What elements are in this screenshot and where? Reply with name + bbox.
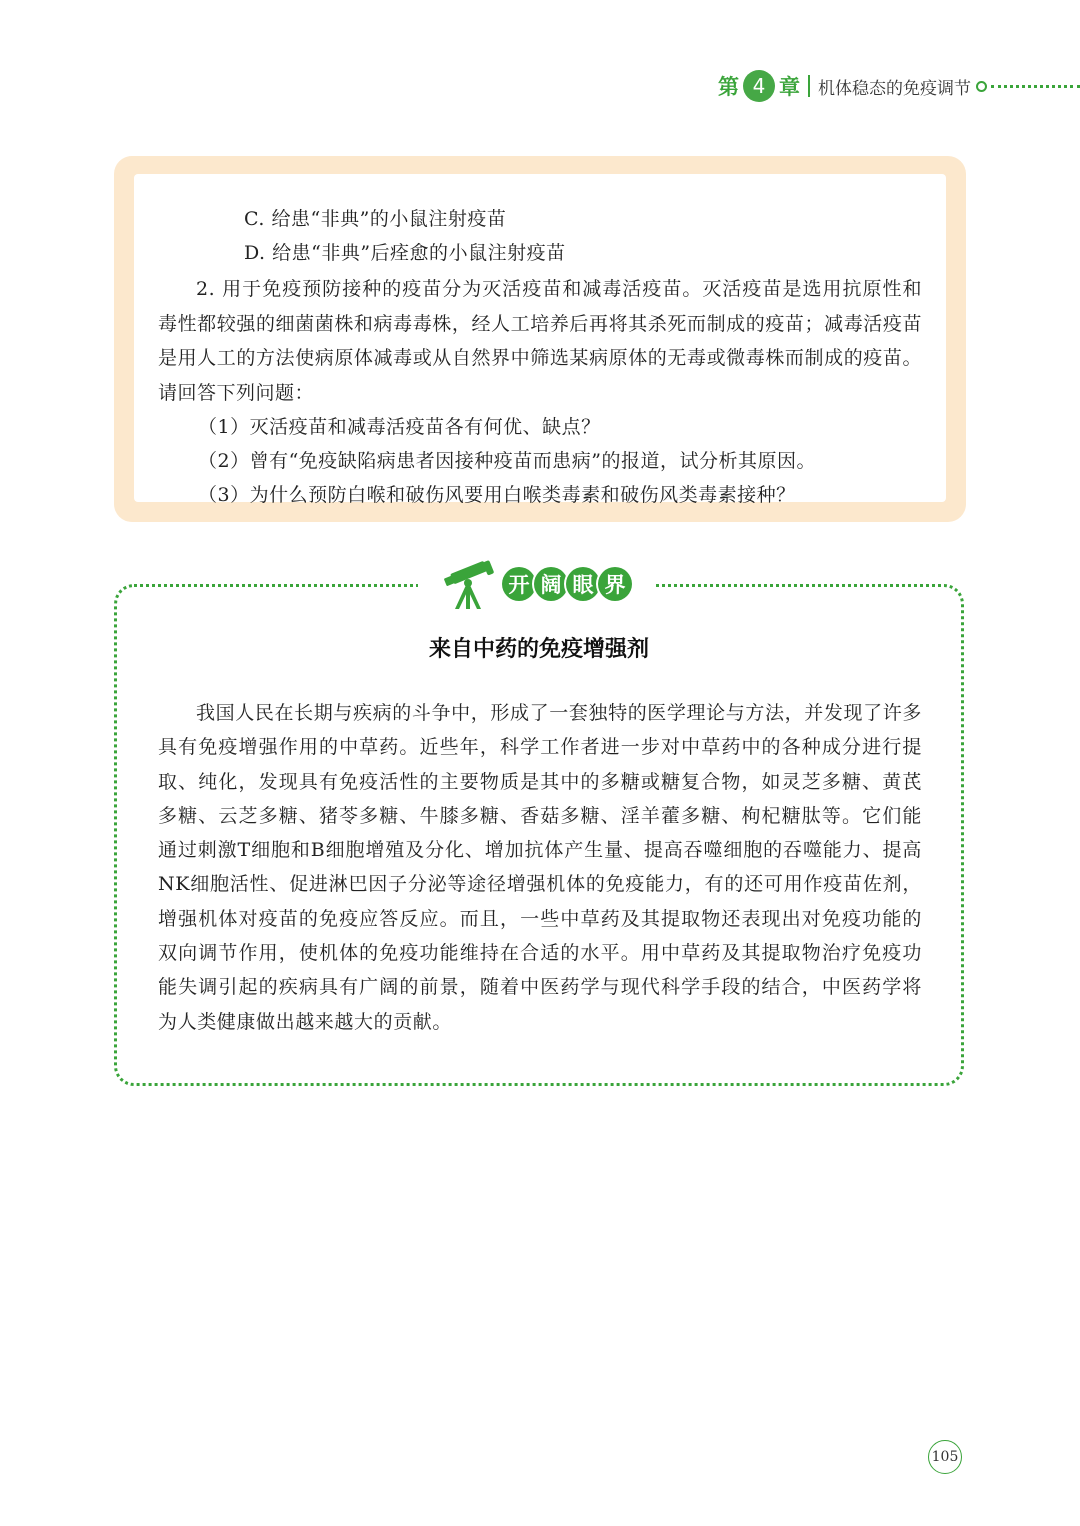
section-label-char-4: 界 (598, 567, 632, 601)
reading-section-header (418, 556, 654, 612)
sub-question-2: （2）曾有“免疫缺陷病患者因接种疫苗而患病”的报道，试分析其原因。 (198, 450, 817, 472)
section-label-char-3: 眼 (566, 567, 600, 601)
chapter-divider (808, 75, 810, 97)
chapter-prefix: 第 (718, 75, 739, 99)
section-label-char-1: 开 (502, 567, 536, 601)
header-ring-icon (976, 81, 987, 92)
chapter-title: 机体稳态的免疫调节 (818, 78, 971, 99)
question-2: 2. 用于免疫预防接种的疫苗分为灭活疫苗和减毒活疫苗。灭活疫苗是选用抗原性和毒性都较强的细菌菌株和病毒毒株，经人工培养后再将其杀死而制成的疫苗；减毒活疫苗是用人工的方法使病原体减毒或从自然界中筛选某病原体的无毒或微毒株而制成的疫苗。请回答下列问题： (158, 278, 922, 404)
reading-body: 我国人民在长期与疾病的斗争中，形成了一套独特的医学理论与方法，并发现了许多具有免疫增强作用的中草药。近些年，科学工作者进一步对中草药中的各种成分进行提取、纯化，发现具有免疫活性的主要物质是其中的多糖或糖复合物，如灵芝多糖、黄芪多糖、云芝多糖、猪苓多糖、牛膝多糖、香菇多糖、淫羊藿多糖、枸杞糖肽等。它们能通过刺激T细胞和B细胞增殖及分化、增加抗体产生量、提高吞噬细胞的吞噬能力、提高NK细胞活性、促进淋巴因子分泌等途径增强机体的免疫能力，有的还可用作疫苗佐剂，增强机体对疫苗的免疫应答反应。而且，一些中草药及其提取物还表现出对免疫功能的双向调节作用，使机体的免疫功能维持在合适的水平。用中草药及其提取物治疗免疫功能失调引起的疾病具有广阔的前景，随着中医药学与现代科学手段的结合，中医药学将为人类健康做出越来越大的贡献。 (158, 702, 922, 1033)
telescope-icon (441, 557, 495, 611)
chapter-suffix: 章 (779, 75, 800, 99)
page-number: 105 (928, 1440, 962, 1474)
option-c: C. 给患“非典”的小鼠注射疫苗 (244, 208, 507, 230)
header-dotted-line (991, 85, 1080, 88)
section-label-char-2: 阔 (534, 567, 568, 601)
chapter-header (718, 68, 971, 104)
header-dotted-rule (976, 83, 1080, 89)
sub-question-1: （1）灭活疫苗和减毒活疫苗各有何优、缺点？ (198, 416, 601, 438)
sub-question-3: （3）为什么预防白喉和破伤风要用白喉类毒素和破伤风类毒素接种？ (198, 484, 796, 506)
reading-title: 来自中药的免疫增强剂 (428, 637, 649, 662)
chapter-number-badge: 4 (743, 70, 775, 102)
exercise-content (134, 174, 946, 506)
option-d: D. 给患“非典”后痊愈的小鼠注射疫苗 (244, 242, 566, 264)
exercise-box (114, 156, 966, 522)
